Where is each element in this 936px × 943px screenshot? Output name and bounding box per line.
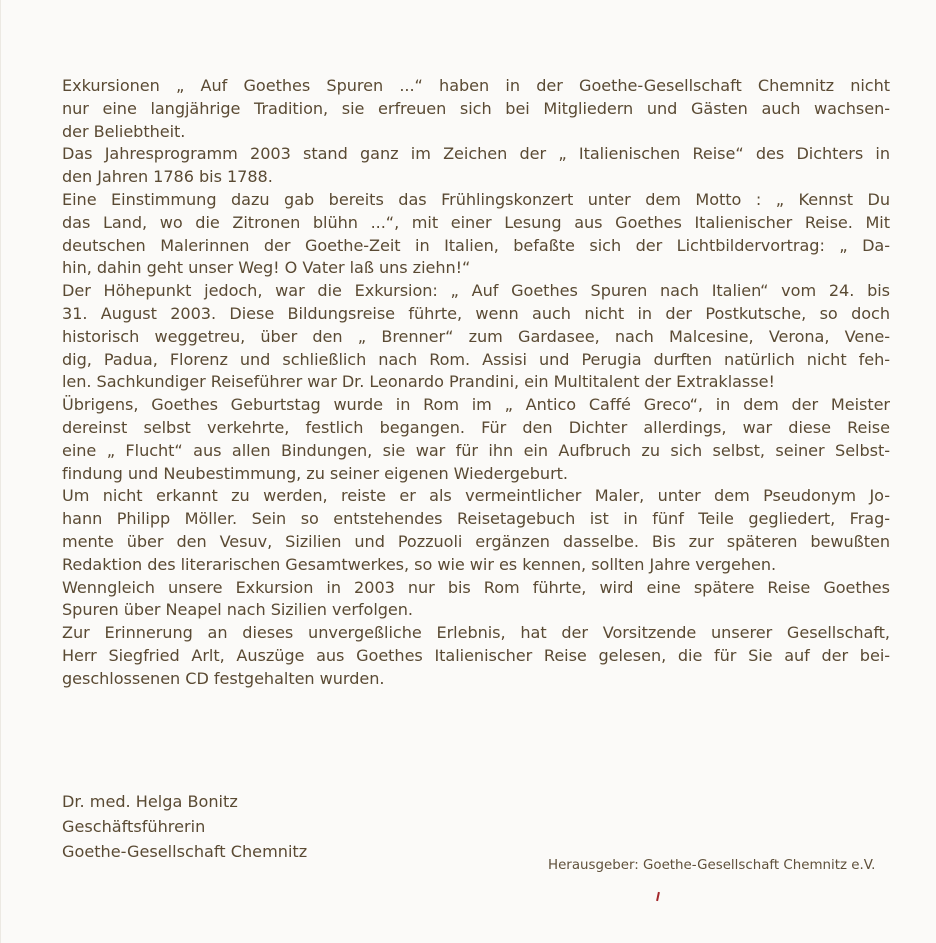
text-line: eine „ Flucht“ aus allen Bindungen, sie war für ihn ein Aufbruch zu sich selbst, seiner Selbst- (62, 440, 890, 460)
text-line: mente über den Vesuv, Sizilien und Pozzuoli ergänzen dasselbe. Bis zur späteren bewußten (62, 531, 890, 551)
text-line: Zur Erinnerung an dieses unvergeßliche Erlebnis, hat der Vorsitzende unserer Gesellschaft, (62, 623, 890, 643)
text-line: geschlossenen CD festgehalten wurden. (62, 668, 385, 688)
text-line: Redaktion des literarischen Gesamtwerkes, so wie wir es kennen, sollten Jahre vergehen. (62, 554, 777, 574)
publisher-note: Herausgeber: Goethe-Gesellschaft Chemnitz e.V. (548, 858, 876, 873)
text-line: Übrigens, Goethes Geburtstag wurde in Rom im „ Antico Caffé Greco“, in dem der Meister (62, 395, 890, 415)
signature-organization: Goethe-Gesellschaft Chemnitz (62, 842, 308, 861)
signature-block (62, 789, 307, 864)
text-line: Eine Einstimmung dazu gab bereits das Frühlingskonzert unter dem Motto : „ Kennst Du (62, 189, 890, 209)
text-line: Herr Siegfried Arlt, Auszüge aus Goethes Italienischer Reise gelesen, die für Sie auf der bei- (62, 645, 890, 665)
text-line: hin, dahin geht unser Weg! O Vater laß uns ziehn!“ (62, 258, 471, 278)
text-line: Das Jahresprogramm 2003 stand ganz im Zeichen der „ Italienischen Reise“ des Dichters in (62, 144, 890, 164)
text-line: Spuren über Neapel nach Sizilien verfolgen. (62, 600, 413, 620)
text-line: deutschen Malerinnen der Goethe-Zeit in Italien, befaßte sich der Lichtbildervortrag: „ Da- (62, 235, 890, 255)
text-line: hann Philipp Möller. Sein so entstehendes Reisetagebuch ist in fünf Teile gegliedert, Frag- (62, 509, 890, 529)
signature-role: Geschäftsführerin (62, 817, 206, 836)
text-line: Um nicht erkannt zu werden, reiste er als vermeintlicher Maler, unter dem Pseudonym Jo- (62, 486, 890, 506)
body-text (62, 75, 890, 691)
text-line: Wenngleich unsere Exkursion in 2003 nur bis Rom führte, wird eine spätere Reise Goethes (62, 577, 890, 597)
text-line: nur eine langjährige Tradition, sie erfreuen sich bei Mitgliedern und Gästen auch wachsen- (62, 98, 890, 118)
text-line: der Beliebtheit. (62, 121, 186, 141)
text-line: Exkursionen „ Auf Goethes Spuren ...“ haben in der Goethe-Gesellschaft Chemnitz nicht (62, 76, 890, 95)
text-line: len. Sachkundiger Reiseführer war Dr. Leonardo Prandini, ein Multitalent der Extraklasse! (62, 372, 775, 392)
text-line: findung und Neubestimmung, zu seiner eigenen Wiedergeburt. (62, 463, 568, 483)
text-line: den Jahren 1786 bis 1788. (62, 167, 273, 187)
text-line: historisch weggetreu, über den „ Brenner“ zum Gardasee, nach Malcesine, Verona, Vene- (62, 326, 890, 346)
text-line: 31. August 2003. Diese Bildungsreise führte, wenn auch nicht in der Postkutsche, so doch (62, 303, 890, 323)
text-line: dig, Padua, Florenz und schließlich nach Rom. Assisi und Perugia durften natürlich nicht feh- (62, 349, 890, 369)
text-line: Der Höhepunkt jedoch, war die Exkursion: „ Auf Goethes Spuren nach Italien“ vom 24. bis (62, 281, 890, 301)
text-line: dereinst selbst verkehrte, festlich begangen. Für den Dichter allerdings, war diese Reise (62, 417, 890, 437)
text-line: das Land, wo die Zitronen blühn ...“, mit einer Lesung aus Goethes Italienischer Reise. Mit (62, 212, 890, 232)
signature-name: Dr. med. Helga Bonitz (62, 792, 238, 811)
